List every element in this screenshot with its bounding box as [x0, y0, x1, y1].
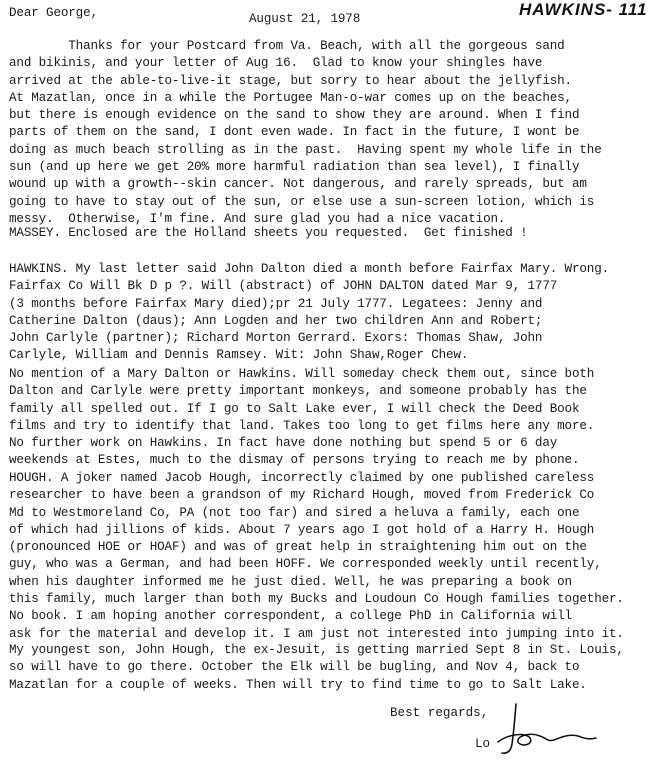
signature-initial: Lo: [475, 737, 491, 751]
text-line: No further work on Hawkins. In fact have done nothing but spend 5 or 6 day: [9, 436, 558, 451]
closing-salutation: Best regards,: [390, 706, 489, 720]
text-line: No mention of a Mary Dalton or Hawkins. Will someday check them out, since both: [9, 367, 595, 381]
text-line: films and try to identify that land. Takes too long to get films here any more.: [9, 418, 595, 433]
text-line: Thanks for your Postcard from Va. Beach, with all the gorgeous sand: [9, 39, 565, 53]
letter-date: August 21, 1978: [249, 12, 361, 26]
text-line: family all spelled out. If I go to Salt Lake ever, I will check the Deed Book: [9, 401, 580, 416]
text-line: MASSEY. Enclosed are the Holland sheets you requested. Get finished !: [9, 226, 528, 240]
text-line: sun (and up here we get 20% more harmful radiation than sea level), I finally: [9, 160, 580, 175]
paragraph-massey: [9, 225, 528, 242]
paragraph-dalton: [9, 366, 594, 470]
text-line: but there is enough evidence on the sand to show they are around. When I find: [9, 108, 580, 123]
text-line: messy. Otherwise, I'm fine. And sure glad you had a nice vacation.: [9, 211, 506, 226]
paragraph-hough: [9, 470, 624, 643]
text-line: ask for the material and develop it. I am just not interested into jumping into it.: [9, 626, 624, 641]
text-line: going to have to stay out of the sun, or else use a sun-screen lotion, which is: [9, 194, 595, 209]
text-line: Fairfax Co Will Bk D p ?. Will (abstract) of JOHN DALTON dated Mar 9, 1777: [9, 279, 558, 294]
text-line: No book. I am hoping another correspondent, a college PhD in California will: [9, 609, 572, 624]
text-line: this family, much larger than both my Bucks and Loudoun Co Hough families together.: [9, 592, 624, 607]
paragraph-hawkins: [9, 261, 609, 365]
text-line: so will have to go there. October the Elk will be bugling, and Nov 4, back to: [9, 660, 580, 675]
text-line: (pronounced HOE or HOAF) and was of great help in straightening him out on the: [9, 540, 587, 555]
file-reference: HAWKINS- 111: [519, 0, 648, 19]
text-line: when his daughter informed me he just died. Well, he was preparing a book on: [9, 574, 572, 589]
text-line: My youngest son, John Hough, the ex-Jesuit, is getting married Sept 8 in St. Louis,: [9, 643, 624, 657]
text-line: wound up with a growth--skin cancer. Not dangerous, and rarely spreads, but am: [9, 177, 587, 192]
text-line: parts of them on the sand, I dont even wade. In fact in the future, I wont be: [9, 125, 580, 140]
text-line: HOUGH. A joker named Jacob Hough, incorrectly claimed by one published careless: [9, 471, 595, 485]
text-line: Dalton and Carlyle were pretty important monkeys, and someone probably has the: [9, 384, 587, 399]
text-line: Mazatlan for a couple of weeks. Then will try to find time to go to Salt Lake.: [9, 677, 587, 692]
paragraph-intro: [9, 38, 602, 228]
text-line: arrived at the able-to-live-it stage, but sorry to hear about the jellyfish.: [9, 73, 572, 88]
greeting: Dear George,: [9, 6, 98, 20]
text-line: guy, who was a German, and had been HOFF. We corresponded weekly until recently,: [9, 557, 602, 572]
text-line: researcher to have been a grandson of my Richard Hough, moved from Frederick Co: [9, 488, 595, 503]
text-line: HAWKINS. My last letter said John Dalton died a month before Fairfax Mary. Wrong.: [9, 262, 610, 276]
text-line: Carlyle, William and Dennis Ramsey. Wit: John Shaw,Roger Chew.: [9, 348, 469, 363]
text-line: and bikinis, and your letter of Aug 16. Glad to know your shingles have: [9, 56, 543, 71]
text-line: of which had jillions of kids. About 7 years ago I got hold of a Harry H. Hough: [9, 522, 595, 537]
text-line: Catherine Dalton (daus); Ann Logden and her two children Ann and Robert;: [9, 313, 543, 328]
text-line: At Mazatlan, once in a while the Portugee Man-o-war comes up on the beaches,: [9, 90, 572, 105]
text-line: doing as much beach strolling as in the past. Having spent my whole life in the: [9, 142, 602, 157]
text-line: John Carlyle (partner); Richard Morton Gerrard. Exors: Thomas Shaw, John: [9, 331, 543, 346]
text-line: weekends at Estes, much to the dismay of persons trying to reach me by phone.: [9, 453, 580, 468]
handwritten-signature: [488, 700, 608, 758]
paragraph-son: [9, 642, 624, 694]
text-line: (3 months before Fairfax Mary died);pr 21 July 1777. Legatees: Jenny and: [9, 296, 543, 311]
text-line: Md to Westmoreland Co, PA (not too far) and sired a heluva a family, each one: [9, 505, 580, 520]
